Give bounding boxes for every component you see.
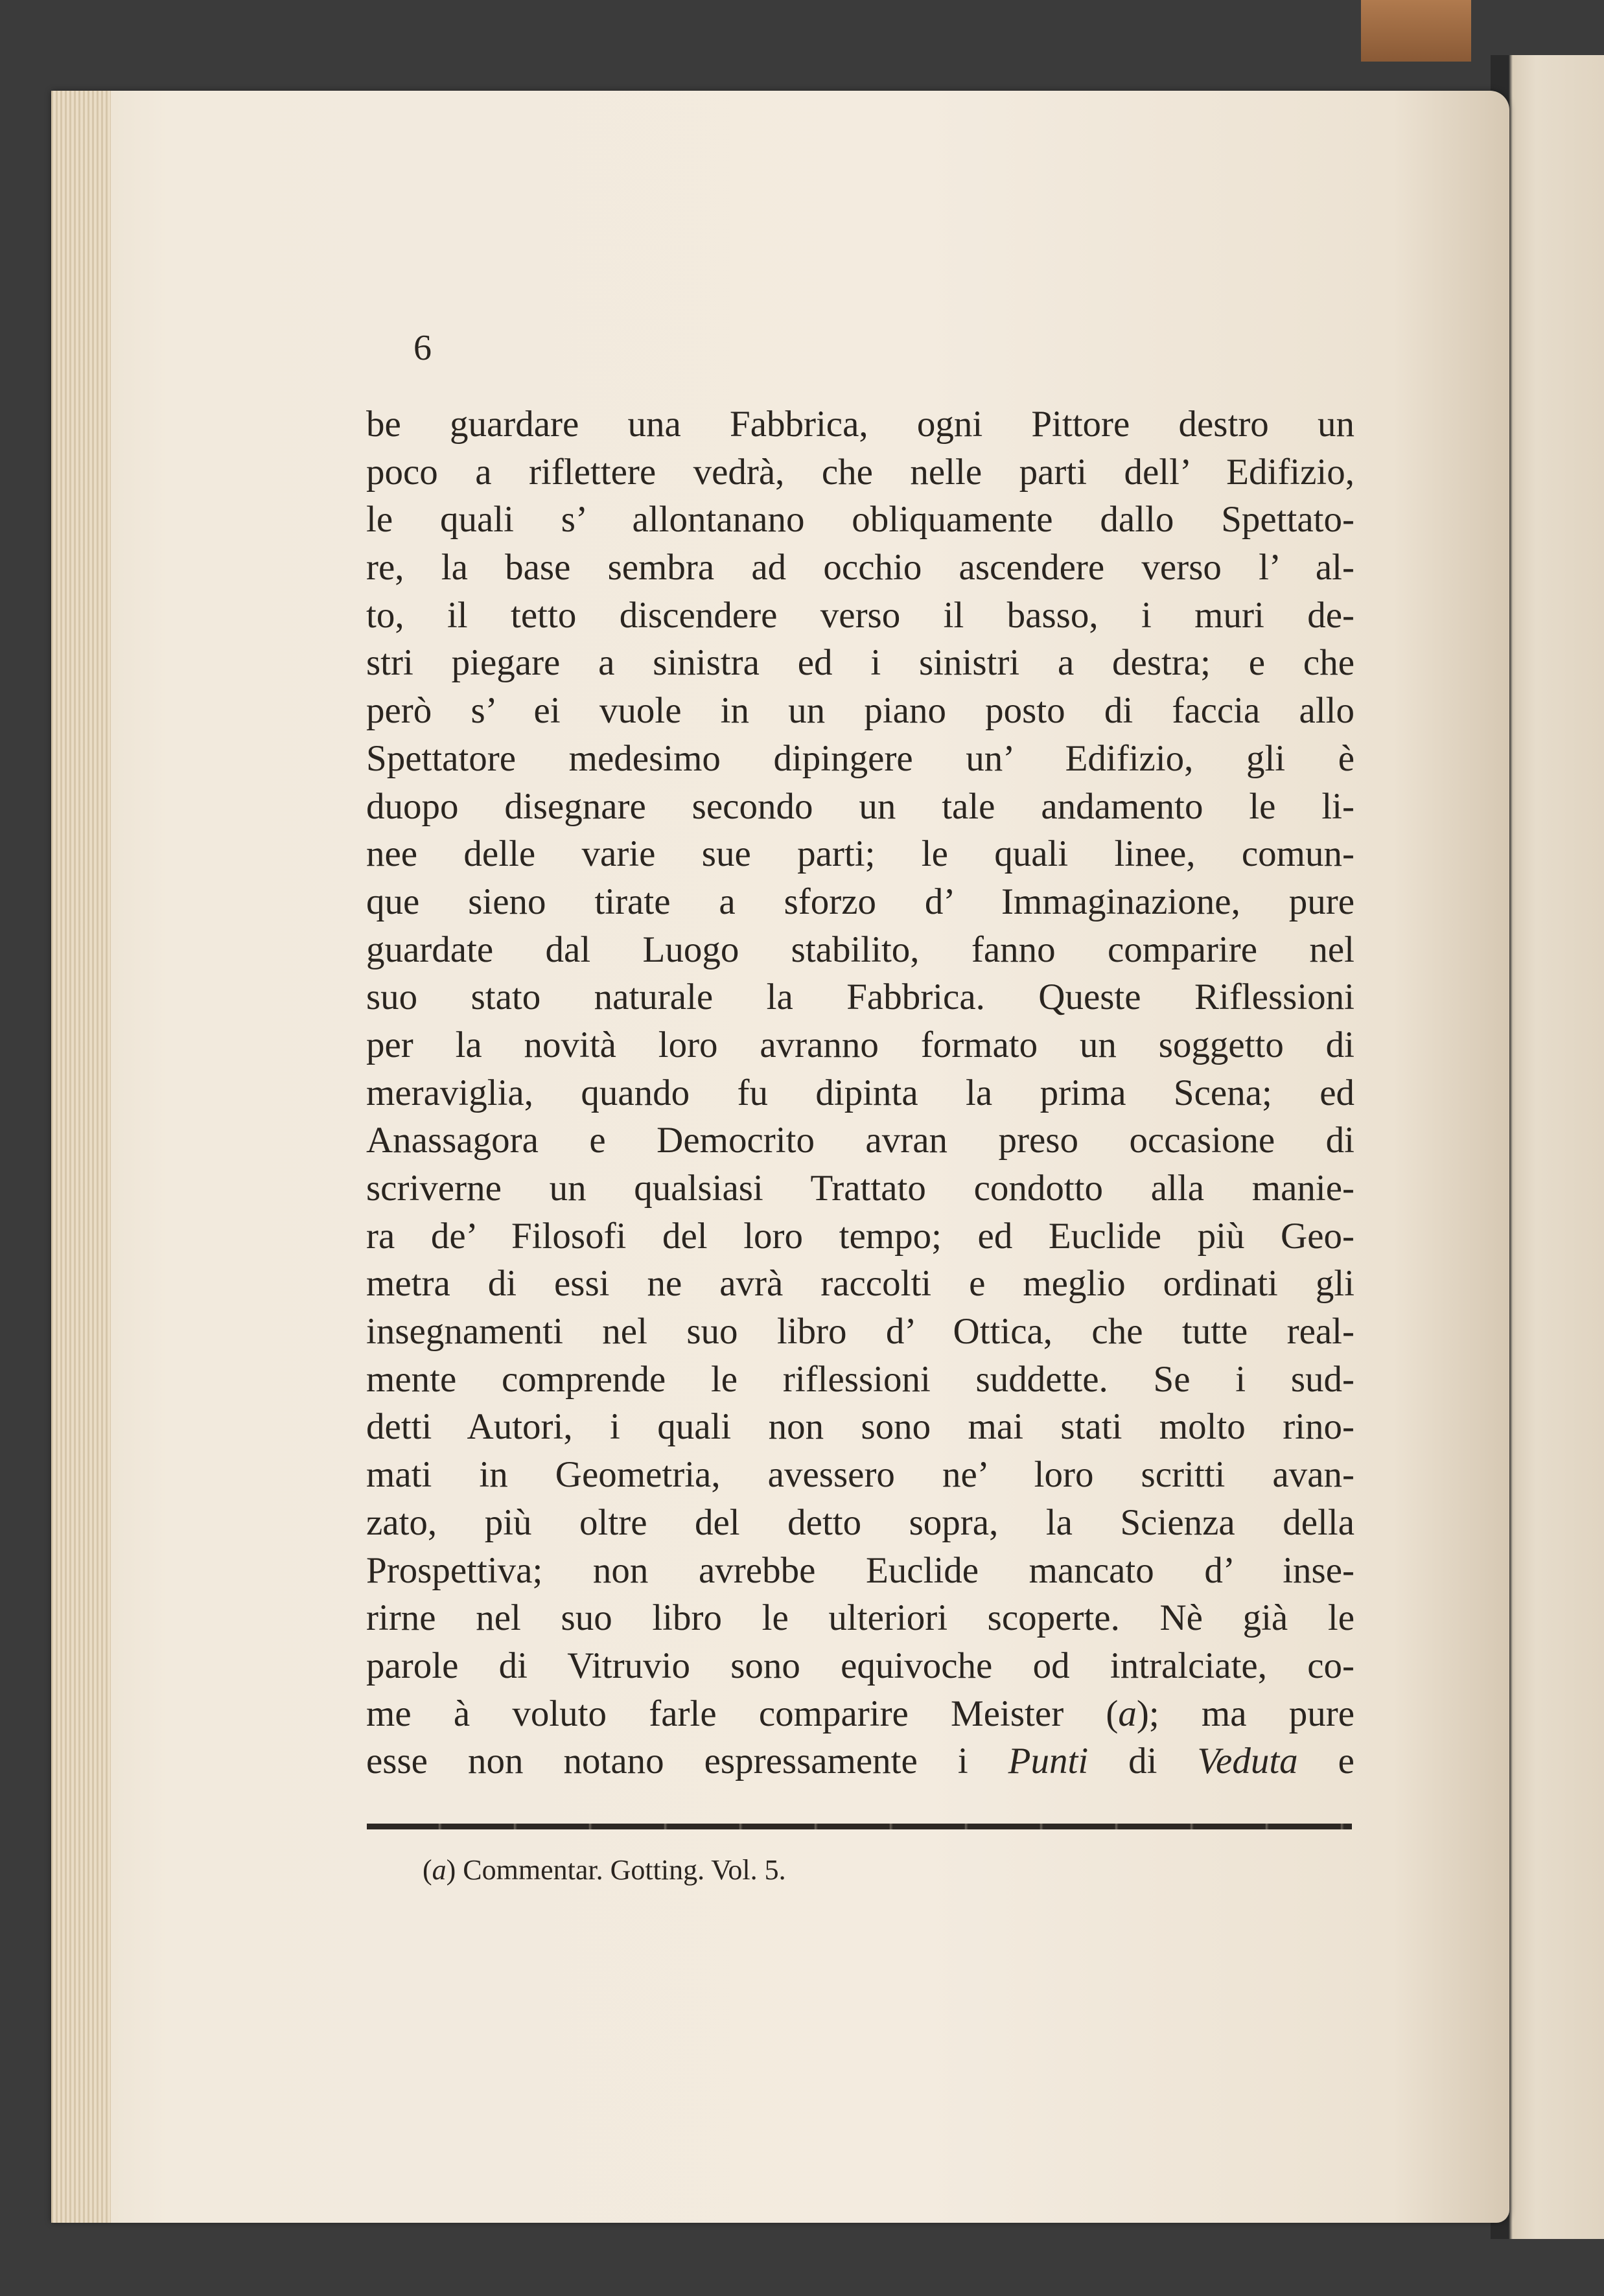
footnote-open: ( bbox=[423, 1854, 432, 1886]
italic-text: Veduta bbox=[1197, 1741, 1298, 1782]
text-segment: me à voluto farle comparire Meister ( bbox=[366, 1693, 1119, 1734]
text-line: per la novità loro avranno formato un soggetto di bbox=[366, 1024, 1354, 1065]
text-line: però s’ ei vuole in un piano posto di faccia allo bbox=[366, 690, 1354, 732]
text-line: parole di Vitruvio sono equivoche od intralciate, co- bbox=[366, 1645, 1354, 1686]
text-segment: esse non notano espressamente i bbox=[366, 1741, 1008, 1782]
text-line: zato, più oltre del detto sopra, la Scienza della bbox=[366, 1502, 1354, 1543]
text-line: scriverne un qualsiasi Trattato condotto alla manie- bbox=[366, 1168, 1354, 1209]
text-line: le quali s’ allontanano obliquamente dallo Spettato- bbox=[366, 499, 1354, 540]
text-line: detti Autori, i quali non sono mai stati molto rino- bbox=[366, 1406, 1354, 1448]
footnote bbox=[423, 1853, 786, 1886]
text-segment: di bbox=[1088, 1741, 1198, 1782]
text-line: Prospettiva; non avrebbe Euclide mancato d’ inse- bbox=[366, 1549, 1354, 1591]
text-line: re, la base sembra ad occhio ascendere verso l’ al- bbox=[366, 547, 1354, 588]
italic-text: Punti bbox=[1008, 1741, 1089, 1782]
footnote-mark: a bbox=[432, 1854, 447, 1886]
italic-text: a bbox=[1118, 1693, 1137, 1734]
text-segment: ); ma pure bbox=[1136, 1693, 1354, 1734]
footnote-text: ) Commentar. Gotting. Vol. 5. bbox=[446, 1854, 786, 1886]
text-line: metra di essi ne avrà raccolti e meglio ordinati gli bbox=[366, 1263, 1354, 1305]
text-segment: e bbox=[1297, 1741, 1354, 1782]
text-line bbox=[366, 1737, 1354, 1785]
text-line: ra de’ Filosofi del loro tempo; ed Euclide più Geo- bbox=[366, 1215, 1354, 1257]
text-line: Anassagora e Democrito avran preso occasione di bbox=[366, 1120, 1354, 1161]
text-line: nee delle varie sue parti; le quali linee, comun- bbox=[366, 833, 1354, 875]
text-line: mente comprende le riflessioni suddette. Se i sud- bbox=[366, 1358, 1354, 1400]
text-line: rirne nel suo libro le ulteriori scoperte. Nè già le bbox=[366, 1597, 1354, 1639]
text-line: be guardare una Fabbrica, ogni Pittore destro un bbox=[366, 404, 1354, 445]
page-number: 6 bbox=[413, 328, 432, 368]
text-line: stri piegare a sinistra ed i sinistri a destra; e che bbox=[366, 642, 1354, 684]
footnote-rule bbox=[367, 1824, 1352, 1829]
text-line: mati in Geometria, avessero ne’ loro scritti avan- bbox=[366, 1454, 1354, 1496]
text-line: meraviglia, quando fu dipinta la prima Scena; ed bbox=[366, 1072, 1354, 1113]
text-line bbox=[366, 1690, 1354, 1738]
text-line: duopo disegnare secondo un tale andamento le li- bbox=[366, 785, 1354, 827]
body-text bbox=[366, 400, 1354, 1785]
book-cover bbox=[1361, 0, 1471, 62]
text-line: suo stato naturale la Fabbrica. Queste Riflessioni bbox=[366, 977, 1354, 1018]
text-line: insegnamenti nel suo libro d’ Ottica, che tutte real- bbox=[366, 1311, 1354, 1352]
text-line: poco a riflettere vedrà, che nelle parti dell’ Edifizio, bbox=[366, 451, 1354, 493]
text-line: to, il tetto discendere verso il basso, i muri de- bbox=[366, 594, 1354, 636]
text-line: guardate dal Luogo stabilito, fanno comparire nel bbox=[366, 929, 1354, 970]
text-line: que sieno tirate a sforzo d’ Immaginazione, pure bbox=[366, 881, 1354, 922]
page-stack-edges bbox=[51, 91, 111, 2223]
text-line: Spettatore medesimo dipingere un’ Edifizio, gli è bbox=[366, 737, 1354, 779]
